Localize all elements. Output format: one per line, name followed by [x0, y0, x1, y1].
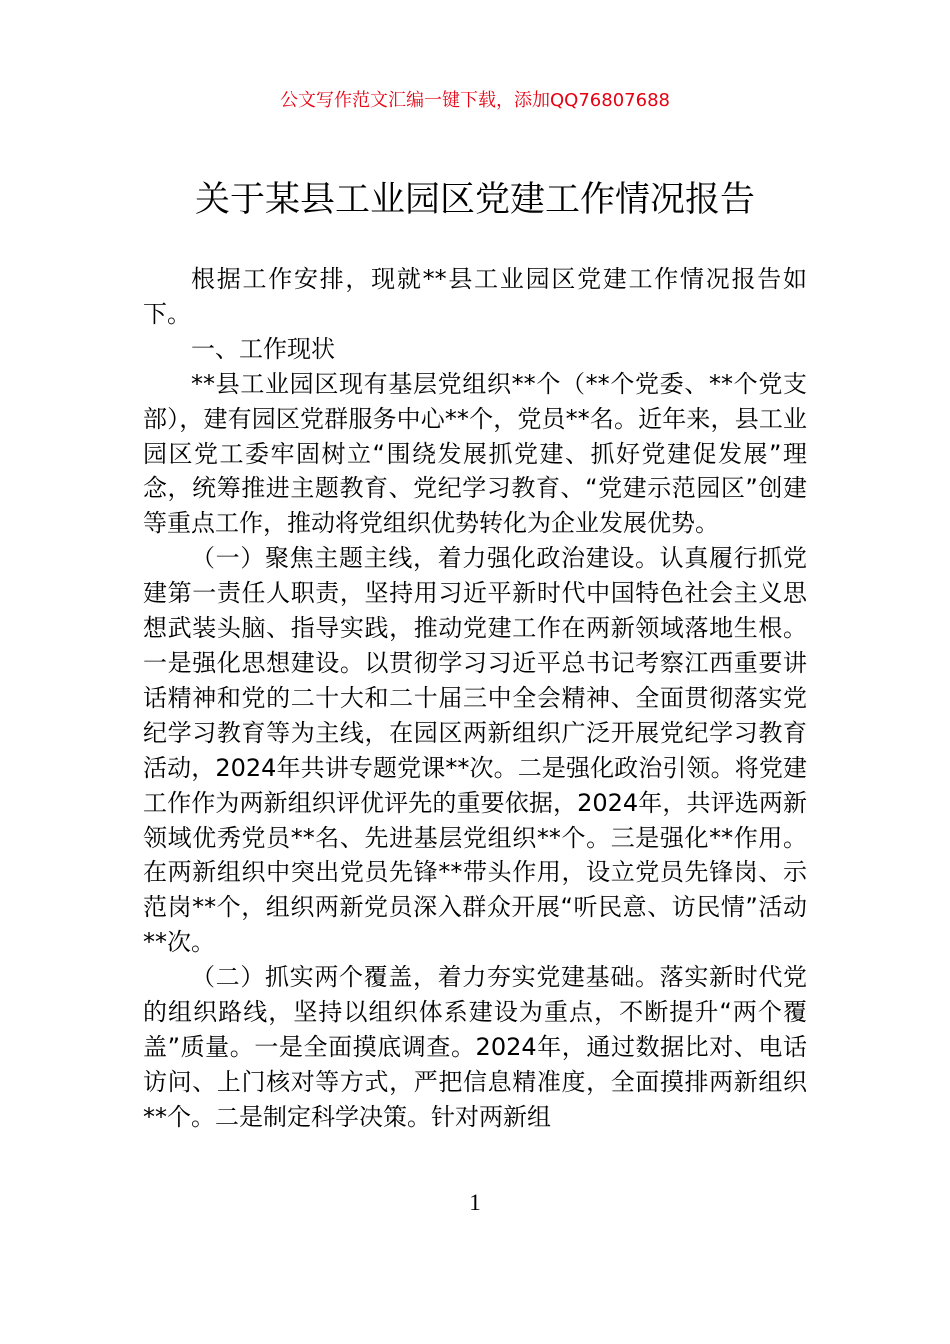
watermark-header: 公文写作范文汇编一键下载，添加QQ76807688: [280, 90, 670, 111]
paragraph-subsection-2: （二）抓实两个覆盖，着力夯实党建基础。落实新时代党的组织路线，坚持以组织体系建设为重点，不断提升“两个覆盖”质量。一是全面摸底调查。2024年，通过数据比对、电话访问、上门核对等方式，严把信息精准度，全面摸排两新组织**个。二是制定科学决策。针对两新组: [143, 963, 807, 1131]
paragraph-subsection-1: （一）聚焦主题主线，着力强化政治建设。认真履行抓党建第一责任人职责，坚持用习近平新时代中国特色社会主义思想武装头脑、指导实践，推动党建工作在两新领域落地生根。一是强化思想建设。以贯彻学习习近平总书记考察江西重要讲话精神和党的二十大和二十届三中全会精神、全面贯彻落实党纪学习教育等为主线，在园区两新组织广泛开展党纪学习教育活动，2024年共讲专题党课**次。二是强化政治引领。将党建工作作为两新组织评优评先的重要依据，2024年，共评选两新领域优秀党员**名、先进基层党组织**个。三是强化**作用。在两新组织中突出党员先锋**带头作用，设立党员先锋岗、示范岗**个，组织两新党员深入群众开展“听民意、访民情”活动**次。: [143, 544, 807, 957]
document-body: [143, 262, 807, 1135]
paragraph-overview: **县工业园区现有基层党组织**个（**个党委、**个党支部），建有园区党群服务中心**个，党员**名。近年来，县工业园区党工委牢固树立“围绕发展抓党建、抓好党建促发展”理念，统筹推进主题教育、党纪学习教育、“党建示范园区”创建等重点工作，推动将党组织优势转化为企业发展优势。: [143, 369, 807, 538]
page-number: 1: [469, 1190, 481, 1215]
paragraph-intro: 根据工作安排，现就**县工业园区党建工作情况报告如下。: [143, 265, 807, 328]
document-title: 关于某县工业园区党建工作情况报告: [194, 180, 755, 220]
section-heading-1: 一、工作现状: [191, 334, 335, 363]
